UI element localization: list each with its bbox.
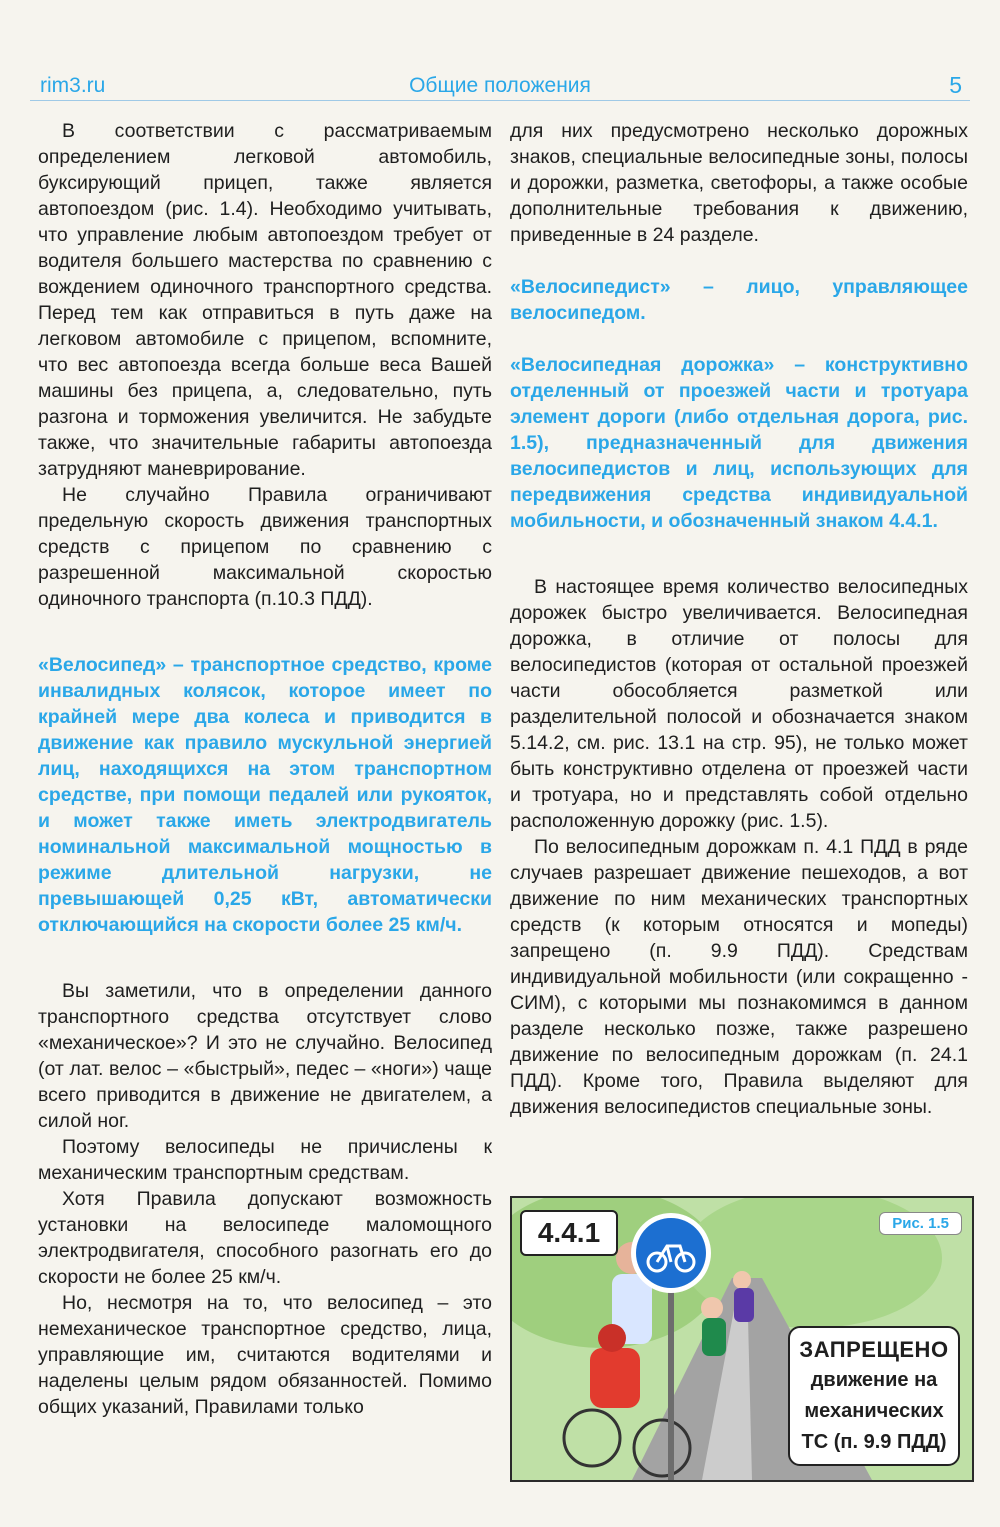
figure-bike-lane: [510, 1196, 974, 1482]
warning-line: механических: [804, 1400, 944, 1422]
section-title: Общие положения: [409, 74, 591, 97]
definition-cyclist: «Велосипедист» – лицо, управляющее велосипедом.: [510, 276, 968, 324]
paragraph: Хотя Правила допускают возможность установки на велосипеде маломощного электродвигателя, способного разогнать его до скорости не более 25 км/ч.: [38, 1188, 492, 1288]
paragraph: для них предусмотрено несколько дорожных знаков, специальные велосипедные зоны, полосы и дорожки, разметка, светофоры, а также особые дополнительные требования к движению, приведенные в 24 разделе.: [510, 120, 968, 246]
right-column: [510, 118, 968, 1120]
paragraph: Не случайно Правила ограничивают предельную скорость движения транспортных средств с прицепом по сравнению с разрешенной максимальной скоростью одиночного транспорта (п.10.3 ПДД).: [38, 484, 492, 610]
site-name: rim3.ru: [40, 74, 106, 97]
definition-bike-lane: «Велосипедная дорожка» – конструктивно отделенный от проезжей части и тротуара элемент дороги (либо отдельная дорога, рис. 1.5), предназначенный для движения велосипедистов и лиц, использующих для передвижения средства индивидуальной мобильности, и обозначенный знаком 4.4.1.: [510, 354, 968, 532]
definition-bicycle: «Велосипед» – транспортное средство, кроме инвалидных колясок, которое имеет по крайней мере два колеса и приводится в движение как правило мускульной энергией лиц, находящихся на этом транспортном средстве, при помощи педалей или рукояток, и может также иметь электродвигатель номинальной максимальной мощностью в режиме длительной нагрузки, не превышающей 0,25 кВт, автоматически отключающийся на скорости более 25 км/ч.: [38, 654, 492, 936]
left-column: [38, 118, 492, 1420]
warning-line: движение на: [810, 1369, 938, 1391]
page-number: 5: [949, 72, 962, 98]
sign-code-label: 4.4.1: [520, 1210, 618, 1256]
warning-line: ЗАПРЕЩЕНО: [799, 1337, 949, 1362]
figure-caption: Рис. 1.5: [879, 1212, 962, 1235]
page-header: [0, 62, 1000, 104]
paragraph: В соответствии с рассматриваемым определением легковой автомобиль, буксирующий прицеп, также является автопоездом (рис. 1.4). Необходимо учитывать, что управление любым автопоездом требует от водителя большего мастерства по сравнению с вождением одиночного транспортного средства. Перед тем как отправиться в путь даже на легковом автомобиле с прицепом, вспомните, что вес автопоезда всегда больше веса Вашей машины без прицепа, а, следовательно, путь разгона и торможения увеличится. Не забудьте также, что значительные габариты автопоезда затрудняют маневрирование.: [38, 120, 492, 480]
paragraph: По велосипедным дорожкам п. 4.1 ПДД в ряде случаев разрешает движение пешеходов, а вот движение по ним механических транспортных средств (к которым относятся и мопеды) запрещено (п. 9.9 ПДД). Средствам индивидуальной мобильности (или сокращенно - СИМ), с которыми мы познакомимся в данном разделе несколько позже, также разрешено движение по велосипедным дорожкам (п. 24.1 ПДД). Кроме того, Правила выделяют для движения велосипедистов специальные зоны.: [510, 836, 968, 1118]
header-divider: [30, 100, 970, 101]
paragraph: Поэтому велосипеды не причислены к механическим транспортным средствам.: [38, 1136, 492, 1184]
paragraph: В настоящее время количество велосипедных дорожек быстро увеличивается. Велосипедная дорожка, в отличие от полосы для велосипедистов (которая от остальной проезжей части обособляется разметкой или разделительной полосой и обозначается знаком 5.14.2, см. рис. 13.1 на стр. 95), не только может быть конструктивно отделена от проезжей части и тротуара, но и представлять собой отдельно расположенную дорожку (рис. 1.5).: [510, 576, 968, 832]
paragraph: Но, несмотря на то, что велосипед – это немеханическое транспортное средство, лица, управляющие им, считаются водителями и наделены целым рядом обязанностей. Помимо общих указаний, Правилами только: [38, 1292, 492, 1418]
warning-line: ТС (п. 9.9 ПДД): [801, 1431, 947, 1453]
prohibition-note: [788, 1326, 960, 1466]
paragraph: Вы заметили, что в определении данного транспортного средства отсутствует слово «механическое»? И это не случайно. Велосипед (от лат. велос – «быстрый», педес – «ноги») чаще всего приводится в движение не двигателем, а силой ног.: [38, 980, 492, 1132]
